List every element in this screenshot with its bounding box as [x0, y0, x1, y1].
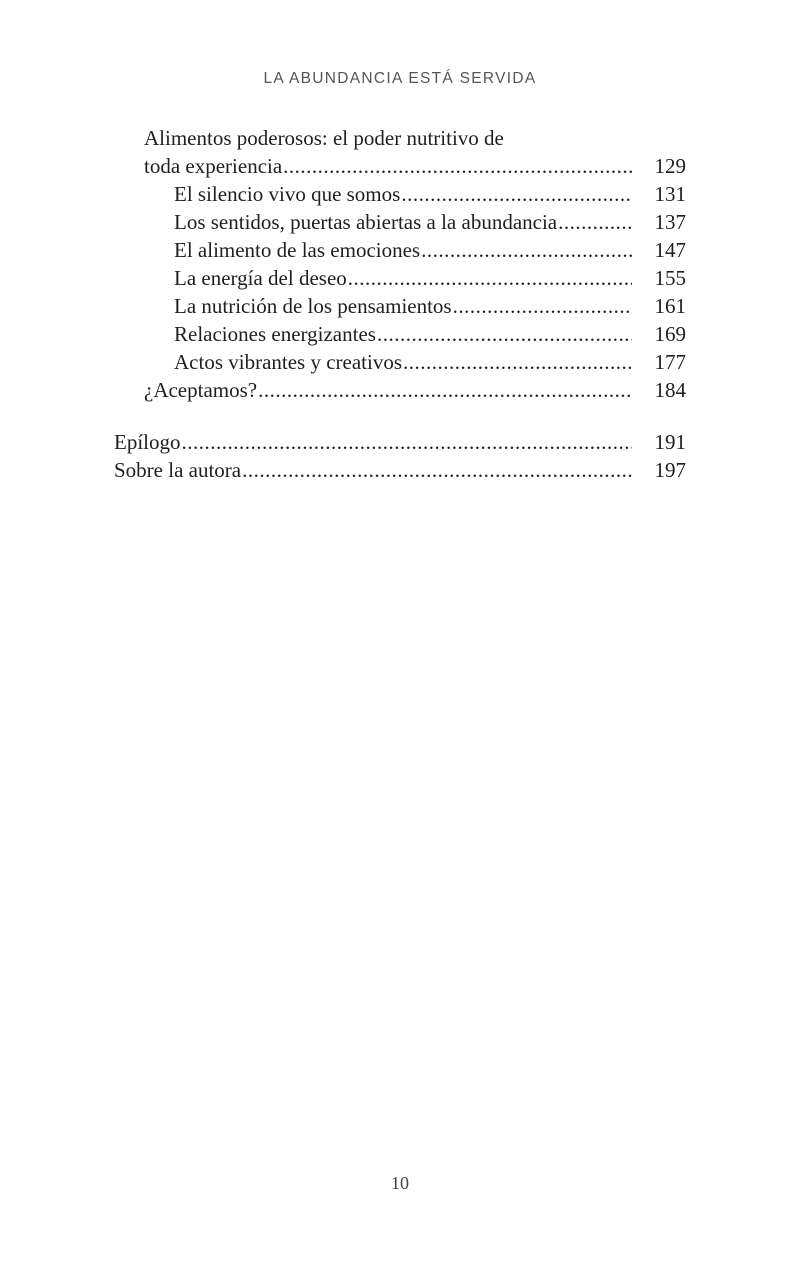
toc-entry-page: 129	[654, 154, 686, 178]
dot-leader	[558, 208, 632, 236]
table-of-contents	[114, 124, 686, 484]
toc-entry-section[interactable]	[114, 152, 686, 180]
toc-entry-title: Actos vibrantes y creativos	[174, 350, 403, 374]
dot-leader	[403, 348, 632, 376]
toc-entry-chapter[interactable]	[114, 456, 686, 484]
toc-entry-page: 137	[654, 210, 686, 234]
toc-entry-page: 169	[654, 322, 686, 346]
toc-entry-page: 197	[654, 458, 686, 482]
toc-entry-title: Epílogo	[114, 430, 181, 454]
toc-entry-page: 161	[654, 294, 686, 318]
toc-entry-section-title	[114, 124, 686, 152]
dot-leader	[348, 264, 632, 292]
toc-entry-subsection[interactable]	[114, 292, 686, 320]
toc-entry-page: 147	[654, 238, 686, 262]
toc-entry-title: Relaciones energizantes	[174, 322, 376, 346]
toc-entry-title: Sobre la autora	[114, 458, 242, 482]
dot-leader	[421, 236, 632, 264]
dot-leader	[242, 456, 632, 484]
toc-entry-title: Los sentidos, puertas abiertas a la abundancia	[174, 210, 558, 234]
toc-entry-page: 155	[654, 266, 686, 290]
toc-entry-title: Alimentos poderosos: el poder nutritivo de	[144, 126, 504, 150]
toc-entry-subsection[interactable]	[114, 320, 686, 348]
toc-entry-title: La nutrición de los pensamientos	[174, 294, 452, 318]
toc-entry-subsection[interactable]	[114, 348, 686, 376]
toc-entry-title: El alimento de las emociones	[174, 238, 421, 262]
running-head: LA ABUNDANCIA ESTÁ SERVIDA	[263, 70, 537, 87]
dot-leader	[401, 180, 632, 208]
toc-entry-section[interactable]	[114, 376, 686, 404]
toc-entry-page: 184	[654, 378, 686, 402]
toc-entry-subsection[interactable]	[114, 236, 686, 264]
toc-entry-page: 177	[654, 350, 686, 374]
toc-entry-title: La energía del deseo	[174, 266, 347, 290]
toc-entry-chapter[interactable]	[114, 428, 686, 456]
dot-leader	[377, 320, 632, 348]
toc-entry-subsection[interactable]	[114, 208, 686, 236]
toc-entry-page: 131	[654, 182, 686, 206]
toc-entry-subsection[interactable]	[114, 180, 686, 208]
toc-entry-page: 191	[654, 430, 686, 454]
dot-leader	[453, 292, 632, 320]
toc-entry-title: ¿Aceptamos?	[144, 378, 258, 402]
page-number: 10	[391, 1173, 409, 1193]
dot-leader	[258, 376, 632, 404]
dot-leader	[283, 152, 632, 180]
toc-entry-title: toda experiencia	[144, 154, 283, 178]
toc-entry-title: El silencio vivo que somos	[174, 182, 401, 206]
toc-entry-subsection[interactable]	[114, 264, 686, 292]
dot-leader	[182, 428, 633, 456]
